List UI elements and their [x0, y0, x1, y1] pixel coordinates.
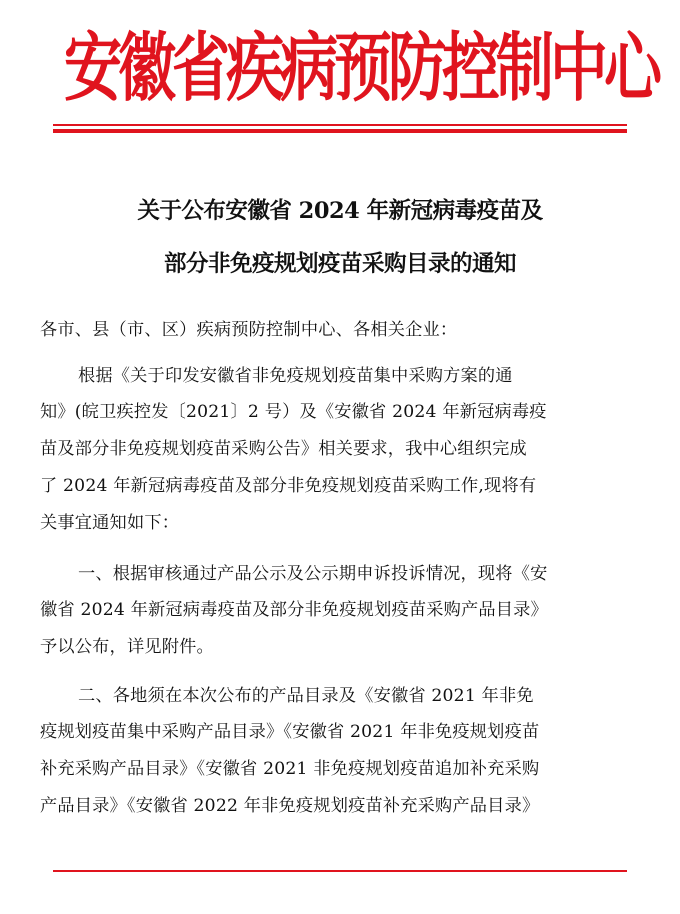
document-title-line-1: 关于公布安徽省 2024 年新冠病毒疫苗及 [137, 198, 543, 224]
paragraph-3-line-2: 疫规划疫苗集中采购产品目录》《安徽省 2021 年非免疫规划疫苗 [40, 722, 540, 742]
paragraph-1-line-3: 苗及部分非免疫规划疫苗采购公告》相关要求，我中心组织完成 [40, 439, 527, 459]
paragraph-3-line-4: 产品目录》《安徽省 2022 年非免疫规划疫苗补充采购产品目录》 [40, 796, 540, 816]
paragraph-3-line-3: 补充采购产品目录》《安徽省 2021 非免疫规划疫苗追加补充采购 [40, 759, 540, 779]
document-title-line-2: 部分非免疫规划疫苗采购目录的通知 [163, 251, 516, 277]
paragraph-2-line-3: 予以公布，详见附件。 [40, 637, 214, 657]
paragraph-1-line-2: 知》(皖卫疾控发〔2021〕2 号）及《安徽省 2024 年新冠病毒疫 [40, 402, 547, 422]
salutation: 各市、县（市、区）疾病预防控制中心、各相关企业： [40, 320, 458, 340]
paragraph-1-line-5: 关事宜通知如下： [40, 513, 180, 533]
paragraph-2-line-2: 徽省 2024 年新冠病毒疫苗及部分非免疫规划疫苗采购产品目录》 [40, 600, 548, 620]
paragraph-1-line-1: 根据《关于印发安徽省非免疫规划疫苗集中采购方案的通 [78, 366, 513, 386]
letterhead-divider-thin [53, 124, 627, 126]
paragraph-3-line-1: 二、各地须在本次公布的产品目录及《安徽省 2021 年非免 [78, 686, 534, 706]
paragraph-1-line-4: 了 2024 年新冠病毒疫苗及部分非免疫规划疫苗采购工作,现将有 [40, 476, 537, 496]
page-bottom-divider [53, 870, 627, 872]
letterhead-divider-thick [53, 129, 627, 133]
paragraph-2-line-1: 一、根据审核通过产品公示及公示期申诉投诉情况，现将《安 [78, 564, 548, 584]
organization-letterhead: 安徽省疾病预防控制中心 [64, 24, 659, 112]
